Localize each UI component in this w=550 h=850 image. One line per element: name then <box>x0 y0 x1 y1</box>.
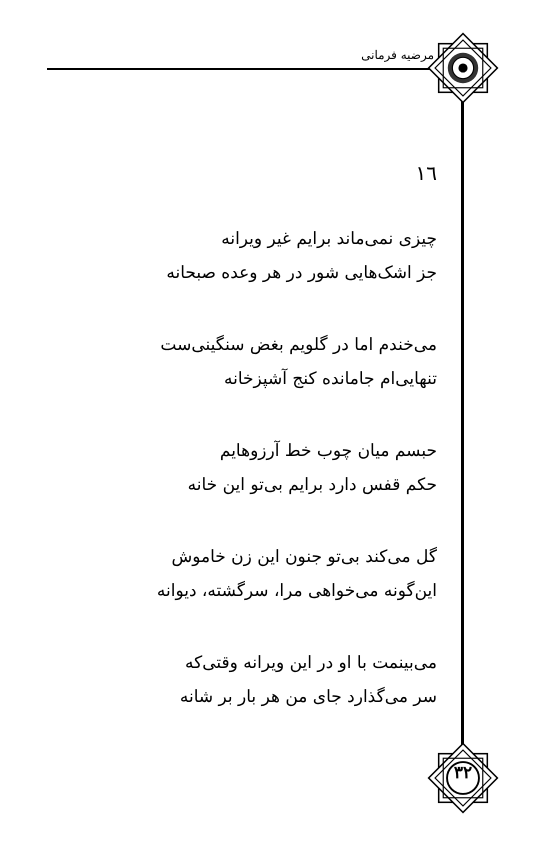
verse-line: جز اشک‌هایی شور در هر وعده صبحانه <box>166 263 437 283</box>
stanza <box>77 328 437 396</box>
poem-body <box>77 222 437 752</box>
verse-line: می‌خندم اما در گلویم بغض سنگینی‌ست <box>160 335 437 355</box>
verse-line: حکم قفس دارد برایم بی‌تو این خانه <box>187 475 437 495</box>
verse-line: گل می‌کند بی‌تو جنون این زن خاموش <box>171 547 437 567</box>
arabesque-ornament-icon <box>425 30 501 106</box>
verse-line: چیزی نمی‌ماند برایم غیر ویرانه <box>221 229 437 249</box>
verse-line: تنهایی‌ام جامانده کنج آشپزخانه <box>224 369 437 389</box>
author-name: مرضیه فرمانی <box>361 48 434 62</box>
stanza <box>77 434 437 502</box>
stanza <box>77 646 437 714</box>
margin-rule <box>461 68 464 758</box>
page-number: ٣٢ <box>453 763 473 783</box>
stanza <box>77 540 437 608</box>
verse-line: می‌بینمت با او در این ویرانه وقتی‌که <box>185 653 437 673</box>
verse-line: حبسم میان چوب خط آرزوهایم <box>219 441 437 461</box>
verse-line: این‌گونه می‌خواهی مرا، سرگشته، دیوانه <box>156 581 437 601</box>
verse-line: سر می‌گذارد جای من هر بار بر شانه <box>179 687 437 707</box>
header-rule <box>47 68 462 70</box>
stanza <box>77 222 437 290</box>
poem-number: ١٦ <box>415 161 437 185</box>
